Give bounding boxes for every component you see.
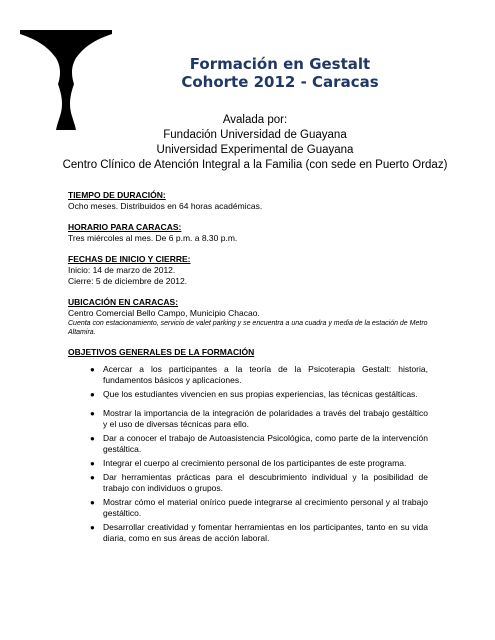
document-title-line1: Formación en Gestalt	[189, 55, 371, 73]
bullet-icon: ●	[90, 409, 95, 418]
list-item: ● Mostrar la importancia de la integración de polaridades a través del trabajo gestáltico y el uso de diversas técnicas para ello.	[90, 408, 428, 429]
location-heading: UBICACIÓN EN CARACAS:	[68, 297, 179, 307]
schedule-text: Tres miércoles al mes. De 6 p.m. a 8.30 p.m.	[68, 233, 238, 243]
endorsement-lead: Avalada por:	[222, 114, 288, 126]
dates-heading: FECHAS DE INICIO Y CIERRE:	[68, 254, 191, 264]
schedule-heading: HORARIO PARA CARACAS:	[68, 222, 182, 232]
section-schedule	[68, 222, 428, 244]
section-location	[68, 297, 428, 337]
objectives-list	[68, 364, 428, 544]
section-objectives	[68, 347, 428, 544]
list-item: ● Dar a conocer el trabajo de Autoasistencia Psicológica, como parte de la intervención gestáltica.	[90, 433, 428, 454]
duration-heading: TIEMPO DE DURACIÓN:	[68, 190, 166, 200]
location-note: Cuenta con estacionamiento, servicio de valet parking y se encuentra a una cuadra y media de la estación de Metro Altamira.	[68, 320, 428, 336]
endorsement-line-1: Fundación Universidad de Guayana	[163, 129, 347, 141]
location-text: Centro Comercial Bello Campo, Municipio Chacao.	[68, 308, 260, 318]
list-item: ● Acercar a los participantes a la teoría de la Psicoterapia Gestalt: historia, fundamentos básicos y aplicaciones.	[90, 364, 428, 385]
bullet-icon: ●	[90, 365, 95, 374]
objectives-heading: OBJETIVOS GENERALES DE LA FORMACIÓN	[68, 347, 255, 357]
document-body	[68, 190, 428, 554]
section-dates	[68, 254, 428, 287]
list-item: ● Dar herramientas prácticas para el descubrimiento individual y la posibilidad de trabajo con individuos o grupos.	[90, 472, 428, 493]
bullet-icon: ●	[90, 523, 95, 532]
list-item: ● Desarrollar creatividad y fomentar herramientas en los participantes, tanto en su vida diaria, como en sus áreas de acción laboral.	[90, 522, 428, 543]
bullet-icon: ●	[90, 434, 95, 443]
endorsement-line-3: Centro Clínico de Atención Integral a la Familia (con sede en Puerto Ordaz)	[62, 159, 448, 171]
endorsement-line-2: Universidad Experimental de Guayana	[156, 144, 354, 156]
dates-end: Cierre: 5 de diciembre de 2012.	[68, 276, 188, 286]
bullet-icon: ●	[90, 459, 95, 468]
bullet-icon: ●	[90, 473, 95, 482]
list-item: ● Integrar el cuerpo al crecimiento personal de los participantes de este programa.	[90, 458, 407, 468]
section-duration	[68, 190, 428, 212]
bullet-icon: ●	[90, 498, 95, 507]
list-item: ● Mostrar cómo el material onírico puede integrarse al crecimiento personal y al trabajo gestáltico.	[90, 497, 428, 518]
list-item: ● Que los estudiantes vivencien en sus propias experiencias, las técnicas gestálticas.	[90, 389, 418, 399]
document-title-line2: Cohorte 2012 - Caracas	[181, 73, 379, 91]
duration-text: Ocho meses. Distribuidos en 64 horas académicas.	[68, 201, 263, 211]
bullet-icon: ●	[90, 390, 95, 399]
dates-start: Inicio: 14 de marzo de 2012.	[68, 265, 176, 275]
